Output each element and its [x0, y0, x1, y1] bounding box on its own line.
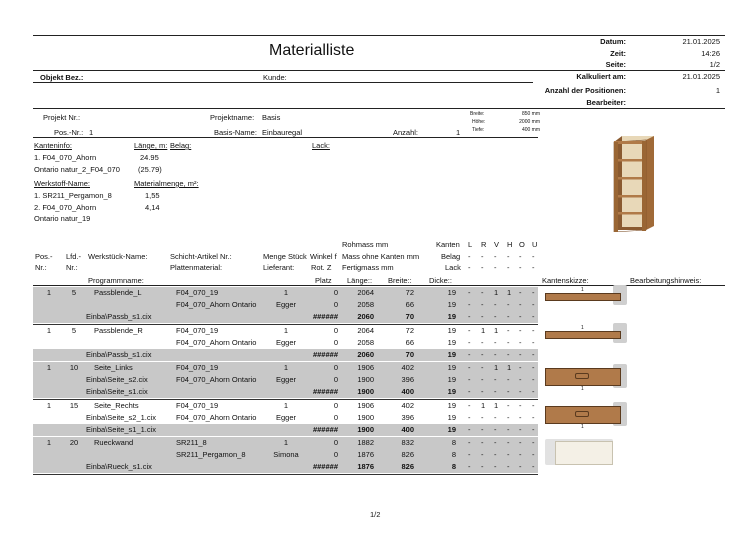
werkstoff-item-name: 1. SR211_Pergamon_8 [34, 191, 112, 200]
edge-cell: - [494, 462, 497, 471]
menge-cell: 1 [283, 438, 289, 447]
breite-header: Breite:: [388, 276, 412, 285]
kunde-label: Kunde: [263, 73, 287, 82]
edge-cell: - [468, 387, 471, 396]
breite-cell: 72 [405, 288, 414, 297]
table-row [33, 374, 538, 386]
breite-cell: 396 [401, 375, 414, 384]
edge-cell: - [519, 337, 522, 347]
table-row [33, 325, 538, 337]
dicke-cell: 19 [447, 337, 456, 347]
page-title: Materialliste [269, 42, 355, 59]
dicke-cell: 19 [447, 363, 456, 372]
lfd-cell: 15 [69, 400, 79, 410]
edge-cell: - [481, 424, 484, 434]
table-row [33, 386, 538, 398]
edge-cell: - [468, 450, 471, 459]
projektname-value: Basis [262, 113, 281, 122]
winkel-cell: ###### [312, 349, 338, 359]
laenge-cell: 1906 [357, 363, 374, 372]
edge-cell: - [532, 438, 535, 447]
edge-cell: - [507, 438, 510, 447]
lieferant-cell: Egger [275, 412, 296, 422]
edge-cell: - [532, 288, 535, 297]
werkstoff-item-name: Ontario natur_19 [34, 214, 91, 223]
edge-cell: - [481, 337, 484, 347]
breite-cell: 400 [401, 424, 414, 434]
edge-cell: - [468, 349, 471, 359]
breite-cell: 402 [401, 400, 414, 410]
menge-cell: 1 [283, 400, 289, 410]
edge-cell: - [481, 300, 484, 309]
winkel-cell: ###### [312, 424, 338, 434]
edge-cell: - [468, 462, 471, 471]
werkstoff-label: Werkstoff-Name: [34, 179, 90, 188]
edge-cell: 1 [494, 288, 499, 297]
edge-cell: - [532, 325, 535, 335]
winkel-cell: 0 [333, 438, 338, 447]
materialmenge-label: Materialmenge, m²: [134, 179, 199, 188]
kantenskizze-sketch: 1 [545, 293, 627, 305]
bearbeitung-header: Bearbeitungshinweis: [630, 276, 702, 285]
breite-cell: 70 [405, 312, 414, 321]
edge-cell: - [468, 412, 471, 422]
edge-cell: - [494, 450, 497, 459]
breite-cell: 396 [401, 412, 414, 422]
kanteninfo-label: Kanteninfo: [34, 141, 72, 150]
programm-cell: Einba\Passb_s1.cix [86, 312, 152, 321]
artikel-cell: SR211_Pergamon_8 [176, 450, 246, 459]
breite-cell: 402 [401, 363, 414, 372]
table-row [33, 349, 538, 361]
artikel-cell: F04_070_19 [176, 400, 219, 410]
programmname-header: Programmname: [88, 276, 144, 285]
winkel-cell: 0 [333, 300, 338, 309]
edge-col-l: L [468, 240, 473, 249]
edge-cell: - [532, 462, 535, 471]
datum-value: 21.01.2025 [682, 37, 720, 46]
artikel-cell: F04_070_Ahorn Ontario [176, 337, 257, 347]
pos-cell: 1 [46, 288, 52, 297]
edge-cell: - [494, 438, 497, 447]
laenge-cell: 1876 [357, 462, 374, 471]
dicke-cell: 19 [447, 300, 456, 309]
lfd-cell: 5 [71, 325, 77, 335]
edge-cell: - [481, 462, 484, 471]
anzahl-pos-value: 1 [715, 86, 720, 95]
edge-col-r: R [481, 240, 487, 249]
winkel-header: Winkel f [310, 252, 337, 261]
menge-cell: 1 [283, 363, 289, 372]
laenge-cell: 1906 [357, 400, 374, 410]
winkel-cell: 0 [333, 325, 338, 335]
lfd-cell: 20 [69, 438, 79, 447]
edge-cell: - [519, 387, 522, 396]
edge-cell: - [507, 424, 510, 434]
artikel-cell: F04_070_19 [176, 363, 219, 372]
laenge-cell: 2058 [357, 337, 374, 347]
werkstoff-item-name: 2. F04_070_Ahorn [34, 203, 97, 212]
breite-cell: 826 [401, 450, 414, 459]
winkel-cell: 0 [333, 400, 338, 410]
kalkuliert-value: 21.01.2025 [682, 72, 720, 81]
edge-cell: - [481, 349, 484, 359]
edge-cell: - [532, 349, 535, 359]
werkstueck-cell: Seite_Links [94, 363, 133, 372]
edge-cell: - [532, 450, 535, 459]
footer-page: 1/2 [370, 510, 381, 519]
dicke-cell: 8 [451, 438, 456, 447]
edge-cell: - [532, 387, 535, 396]
table-row [33, 424, 538, 436]
laenge-cell: 2060 [357, 349, 374, 359]
dicke-cell: 19 [447, 312, 456, 321]
table-row [33, 412, 538, 424]
table-row [33, 337, 538, 349]
edge-col-h: H [507, 240, 513, 249]
laenge-header: Länge:: [347, 276, 373, 285]
hoehe-value: 2000 mm [519, 119, 540, 125]
table-row [33, 437, 538, 449]
edge-cell: 1 [507, 363, 512, 372]
laenge-cell: 2060 [357, 312, 374, 321]
anzahl-label: Anzahl: [393, 128, 419, 137]
zeit-value: 14:26 [701, 49, 720, 58]
edge-cell: 1 [494, 363, 499, 372]
edge-cell: - [481, 387, 484, 396]
lfd-cell: 10 [69, 363, 79, 372]
laenge-cell: 1900 [357, 375, 374, 384]
menge-header: Menge Stück [263, 252, 307, 261]
pos-cell: 1 [46, 400, 52, 410]
breite-cell: 400 [401, 387, 414, 396]
edge-cell: - [507, 337, 510, 347]
lieferant-header: Lieferant: [263, 263, 295, 272]
menge-cell: 1 [283, 288, 289, 297]
dicke-cell: 19 [447, 349, 456, 359]
edge-cell: - [507, 387, 510, 396]
edge-cell: - [468, 337, 471, 347]
kantenskizze-header: Kantenskizze: [542, 276, 589, 285]
table-row [33, 461, 538, 473]
edge-cell: - [507, 450, 510, 459]
edge-cell: - [494, 424, 497, 434]
edge-cell: - [532, 312, 535, 321]
rohmass-header: Rohmass mm [342, 240, 389, 249]
edge-cell: - [494, 312, 497, 321]
tiefe-label: Tiefe: [472, 127, 485, 133]
dicke-header: Dicke:: [429, 276, 452, 285]
winkel-cell: 0 [333, 412, 338, 422]
dicke-cell: 19 [447, 375, 456, 384]
lieferant-cell: Egger [275, 300, 296, 309]
table-row [33, 287, 538, 299]
kanteninfo-lack-label: Lack: [312, 141, 330, 150]
edge-cell: - [532, 363, 535, 372]
datum-label: Datum: [600, 37, 626, 46]
seite-label: Seite: [605, 60, 626, 69]
breite-label: Breite: [470, 111, 485, 117]
edge-cell: - [494, 300, 497, 309]
table-row [33, 299, 538, 311]
artikel-cell: SR211_8 [176, 438, 207, 447]
fertigmass-header: Fertigmass mm [342, 263, 394, 272]
edge-cell: - [468, 400, 471, 410]
bearbeiter-label: Bearbeiter: [586, 98, 626, 107]
artikel-cell: F04_070_Ahorn Ontario [176, 412, 257, 422]
winkel-cell: ###### [312, 462, 338, 471]
edge-cell: - [481, 450, 484, 459]
laenge-cell: 1876 [357, 450, 374, 459]
kanteninfo-item-name: 1. F04_070_Ahorn [34, 153, 97, 162]
edge-cell: - [519, 363, 522, 372]
anzahl-value: 1 [456, 128, 461, 137]
edge-cell: - [519, 300, 522, 309]
dicke-cell: 19 [447, 412, 456, 422]
winkel-cell: ###### [312, 387, 338, 396]
winkel-cell: 0 [333, 375, 338, 384]
edge-cell: - [494, 412, 497, 422]
edge-cell: - [507, 412, 510, 422]
edge-cell: - [494, 375, 497, 384]
winkel-cell: ###### [312, 312, 338, 321]
rotz-header: Rot. Z [311, 263, 332, 272]
laenge-cell: 1900 [357, 424, 374, 434]
edge-cell: - [519, 424, 522, 434]
artikel-cell: F04_070_19 [176, 325, 219, 335]
edge-cell: - [519, 438, 522, 447]
edge-cell: - [468, 325, 471, 335]
winkel-cell: 0 [333, 363, 338, 372]
projektname-label: Projektname: [210, 113, 255, 122]
kantenskizze-sketch: 1 [545, 368, 627, 390]
edge-cell: - [519, 325, 522, 335]
projekt-nr-label: Projekt Nr.: [43, 113, 81, 122]
edge-cell: - [519, 288, 522, 297]
dicke-cell: 8 [451, 462, 456, 471]
edge-cell: - [481, 375, 484, 384]
objekt-label: Objekt Bez.: [40, 73, 84, 82]
pos-header: Pos.- [35, 252, 53, 261]
kantenskizze-sketch [545, 443, 627, 455]
winkel-cell: 0 [333, 288, 338, 297]
breite-cell: 66 [405, 337, 414, 347]
edge-col-u: U [532, 240, 538, 249]
breite-value: 850 mm [521, 111, 540, 117]
lfd-cell: 5 [71, 288, 77, 297]
laenge-cell: 1882 [357, 438, 374, 447]
shelf-image [610, 132, 660, 232]
lieferant-cell: Egger [275, 375, 296, 384]
laenge-cell: 2064 [357, 325, 374, 335]
programm-cell: Einba\Seite_s2_1.cix [86, 412, 157, 422]
edge-cell: - [507, 375, 510, 384]
werkstoff-item-value: 1,55 [145, 191, 160, 200]
kantenskizze-sketch: 1 [545, 331, 627, 343]
edge-cell: - [532, 337, 535, 347]
kantenskizze-sketch: 1 [545, 406, 627, 428]
pos-cell: 1 [46, 363, 52, 372]
platz-header: Platz [315, 276, 332, 285]
laenge-cell: 2064 [357, 288, 374, 297]
winkel-cell: 0 [333, 337, 338, 347]
programm-cell: Einba\Seite_s1_1.cix [86, 424, 157, 434]
edge-cell: - [519, 312, 522, 321]
pos-nr-value: 1 [89, 128, 94, 137]
werkstoff-item-value: 4,14 [145, 203, 160, 212]
kanteninfo-item-value: (25.79) [138, 165, 162, 174]
edge-cell: 1 [481, 325, 486, 335]
table-row [33, 449, 538, 461]
anzahl-pos-label: Anzahl der Positionen: [544, 86, 626, 95]
edge-cell: - [507, 349, 510, 359]
edge-cell: - [481, 363, 484, 372]
artikel-cell: F04_070_19 [176, 288, 219, 297]
table-row [33, 400, 538, 412]
edge-cell: - [532, 412, 535, 422]
pos-nr-label: Pos.-Nr.: [54, 128, 84, 137]
edge-cell: - [532, 300, 535, 309]
pos-cell: 1 [46, 438, 52, 447]
edge-cell: - [519, 412, 522, 422]
breite-cell: 832 [401, 438, 414, 447]
edge-cell: - [468, 438, 471, 447]
dicke-cell: 19 [447, 400, 456, 410]
edge-cell: - [494, 387, 497, 396]
lfd-header: Lfd.- [66, 252, 82, 261]
programm-cell: Einba\Passb_s1.cix [86, 349, 152, 359]
edge-cell: - [507, 400, 510, 410]
zeit-label: Zeit: [610, 49, 626, 58]
edge-cell: - [481, 438, 484, 447]
breite-cell: 826 [401, 462, 414, 471]
edge-cell: 1 [507, 288, 512, 297]
schicht-header: Schicht-Artikel Nr.: [170, 252, 232, 261]
pos-nr-header: Nr.: [35, 263, 47, 272]
hoehe-label: Höhe: [472, 119, 486, 125]
edge-col-o: O [519, 240, 525, 249]
edge-cell: - [519, 400, 522, 410]
artikel-cell: F04_070_Ahorn Ontario [176, 375, 257, 384]
belag-header: Belag [441, 252, 461, 261]
edge-cell: - [519, 349, 522, 359]
werkstueck-header: Werkstück-Name: [88, 252, 148, 261]
kanteninfo-item-value: 24.95 [140, 153, 159, 162]
edge-cell: - [481, 312, 484, 321]
werkstueck-cell: Passblende_L [94, 288, 142, 297]
programm-cell: Einba\Seite_s2.cix [86, 375, 148, 384]
artikel-cell: F04_070_Ahorn Ontario [176, 300, 257, 309]
group-separator [33, 474, 538, 475]
kanteninfo-item-name: Ontario natur_2_F04_070 [34, 165, 120, 174]
platten-header: Plattenmaterial: [170, 263, 223, 272]
edge-cell: 1 [481, 400, 486, 410]
edge-cell: - [507, 312, 510, 321]
edge-cell: - [507, 325, 510, 335]
programm-cell: Einba\Rueck_s1.cix [86, 462, 152, 471]
edge-cell: - [468, 424, 471, 434]
lfd-nr-header: Nr.: [66, 263, 78, 272]
kalkuliert-label: Kalkuliert am: [576, 72, 626, 81]
table-row [33, 311, 538, 323]
laenge-cell: 2058 [357, 300, 374, 309]
edge-cell: - [468, 375, 471, 384]
edge-cell: - [468, 312, 471, 321]
dicke-cell: 19 [447, 387, 456, 396]
lieferant-cell: Egger [275, 337, 296, 347]
breite-cell: 72 [405, 325, 414, 335]
edge-cell: - [519, 450, 522, 459]
edge-cell: 1 [494, 400, 499, 410]
edge-cell: - [468, 288, 471, 297]
edge-cell: - [507, 462, 510, 471]
seite-value: 1/2 [709, 60, 720, 69]
dicke-cell: 19 [447, 424, 456, 434]
lieferant-cell: Simona [273, 450, 299, 459]
edge-cell: - [507, 300, 510, 309]
edge-cell: - [532, 375, 535, 384]
kanten-header: Kanten [436, 240, 460, 249]
dicke-cell: 19 [447, 288, 456, 297]
kanteninfo-laenge-label: Länge, m: [134, 141, 168, 150]
winkel-cell: 0 [333, 450, 338, 459]
tiefe-value: 400 mm [521, 127, 540, 133]
edge-cell: - [519, 462, 522, 471]
mass-ohne-header: Mass ohne Kanten mm [342, 252, 420, 261]
breite-cell: 70 [405, 349, 414, 359]
edge-cell: - [494, 337, 497, 347]
edge-cell: - [494, 349, 497, 359]
dicke-cell: 19 [447, 325, 456, 335]
edge-cell: - [519, 375, 522, 384]
lack-header: Lack [445, 263, 461, 272]
table-row [33, 362, 538, 374]
edge-cell: - [468, 363, 471, 372]
dicke-cell: 8 [451, 450, 456, 459]
laenge-cell: 1900 [357, 412, 374, 422]
menge-cell: 1 [283, 325, 289, 335]
pos-cell: 1 [46, 325, 52, 335]
edge-cell: 1 [494, 325, 499, 335]
basis-name-label: Basis-Name: [214, 128, 257, 137]
werkstueck-cell: Passblende_R [94, 325, 143, 335]
edge-cell: - [532, 424, 535, 434]
edge-cell: - [481, 412, 484, 422]
edge-col-v: V [494, 240, 500, 249]
kanteninfo-belag-label: Belag: [170, 141, 192, 150]
werkstueck-cell: Seite_Rechts [94, 400, 139, 410]
laenge-cell: 1900 [357, 387, 374, 396]
edge-cell: - [468, 300, 471, 309]
edge-cell: - [481, 288, 484, 297]
breite-cell: 66 [405, 300, 414, 309]
basis-name-value: Einbauregal [262, 128, 303, 137]
edge-cell: - [532, 400, 535, 410]
programm-cell: Einba\Seite_s1.cix [86, 387, 148, 396]
werkstueck-cell: Rueckwand [94, 438, 134, 447]
